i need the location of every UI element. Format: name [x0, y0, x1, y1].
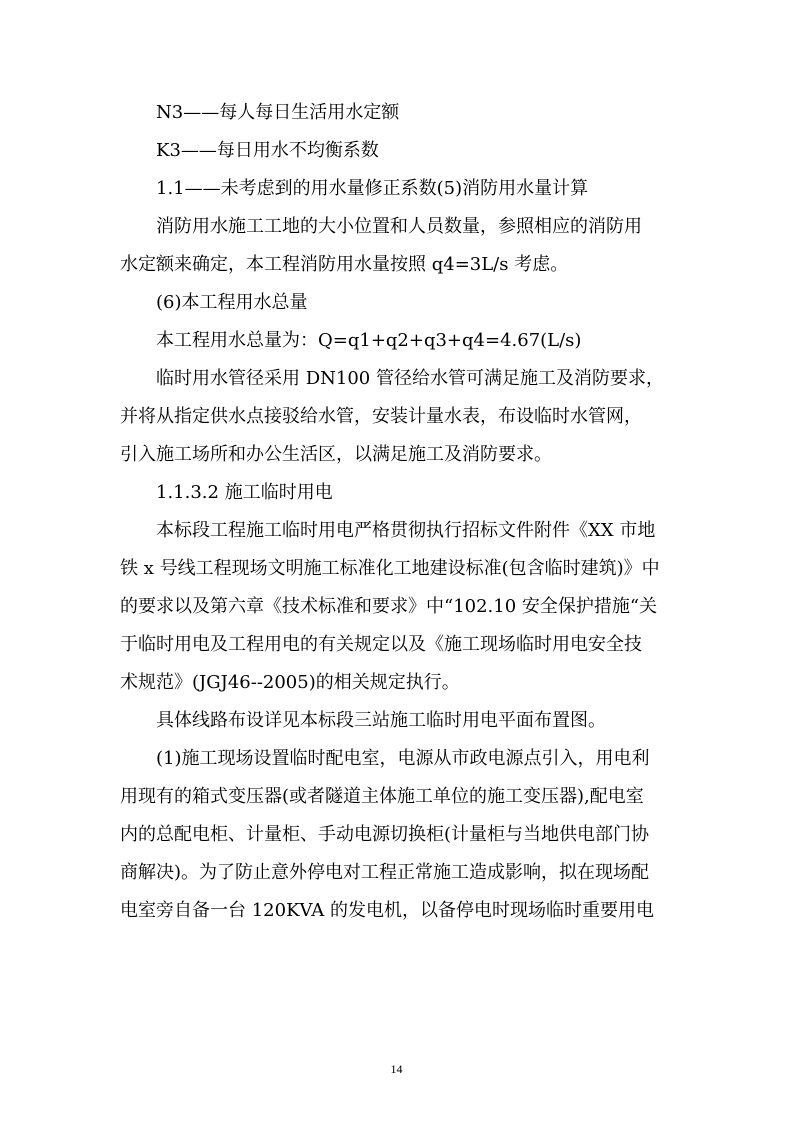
text-line-distribution-room-5: 电室旁自备一台 120KVA 的发电机，以备停电时现场临时重要用电 [120, 900, 655, 921]
text-line-power-standard-2: 铁 x 号线工程现场文明施工标准化工地建设标准(包含临时建筑)》中 [120, 558, 660, 579]
text-line-power-standard-3: 的要求以及第六章《技术标准和要求》中“102.10 安全保护措施“关 [120, 596, 658, 617]
page-number: 14 [390, 1062, 403, 1076]
text-line-power-standard-4: 于临时用电及工程用电的有关规定以及《施工现场临时用电安全技 [120, 634, 642, 655]
text-line-distribution-room-1: (1)施工现场设置临时配电室，电源从市政电源点引入，用电利 [156, 748, 650, 769]
text-line-pipe-2: 并将从指定供水点接驳给水管，安装计量水表，布设临时水管网， [120, 406, 642, 427]
text-line-distribution-room-4: 商解决)。为了防止意外停电对工程正常施工造成影响，拟在现场配 [120, 862, 650, 883]
section-heading-temporary-power: 1.1.3.2 施工临时用电 [156, 482, 333, 503]
text-line-layout-reference: 具体线路布设详见本标段三站施工临时用电平面布置图。 [156, 710, 606, 731]
text-line-fire-water-2: 水定额来确定，本工程消防用水量按照 q4=3L/s 考虑。 [120, 254, 569, 275]
text-line-pipe-3: 引入施工场所和办公生活区，以满足施工及消防要求。 [120, 444, 552, 465]
text-line-k3-definition: K3——每日用水不均衡系数 [156, 140, 379, 161]
document-body [120, 94, 680, 930]
text-line-n3-definition: N3——每人每日生活用水定额 [156, 102, 400, 123]
text-line-total-water-formula: 本工程用水总量为：Q=q1+q2+q3+q4=4.67(L/s) [156, 330, 582, 351]
text-line-fire-water-1: 消防用水施工工地的大小位置和人员数量，参照相应的消防用 [156, 216, 642, 237]
text-line-distribution-room-3: 内的总配电柜、计量柜、手动电源切换柜(计量柜与当地供电部门协 [120, 824, 650, 845]
text-line-power-standard-5: 术规范》(JGJ46--2005)的相关规定执行。 [120, 672, 460, 693]
text-line-pipe-1: 临时用水管径采用 DN100 管径给水管可满足施工及消防要求， [156, 368, 664, 389]
section-heading-total-water: (6)本工程用水总量 [156, 292, 308, 313]
text-line-power-standard-1: 本标段工程施工临时用电严格贯彻执行招标文件附件《XX 市地 [156, 520, 656, 541]
text-line-distribution-room-2: 用现有的箱式变压器(或者隧道主体施工单位的施工变压器),配电室 [120, 786, 644, 807]
text-line-correction-factor: 1.1——未考虑到的用水量修正系数(5)消防用水量计算 [156, 178, 589, 199]
